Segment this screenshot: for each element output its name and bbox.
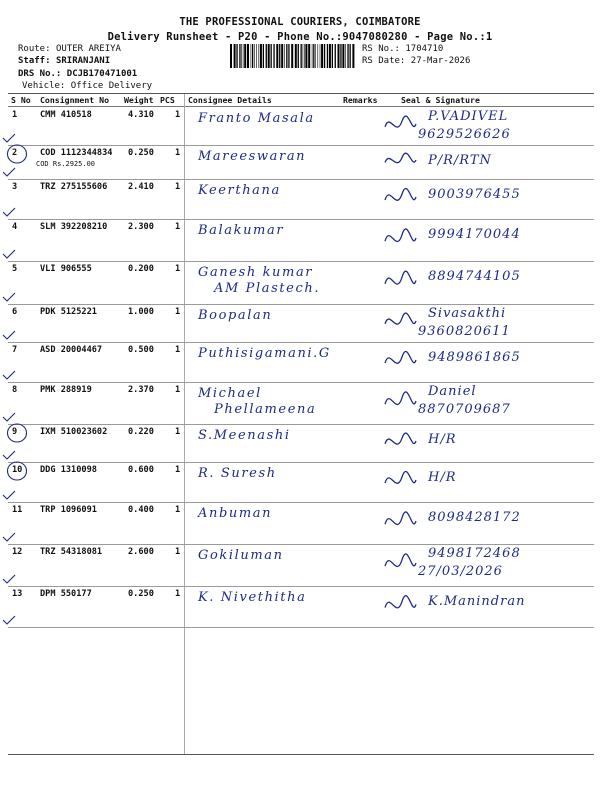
check-tick-icon (2, 133, 16, 143)
table-row (8, 342, 594, 383)
row-signature-text: 9003976455 (428, 187, 521, 202)
table-row (8, 502, 594, 545)
signature-scribble (382, 222, 418, 258)
row-signature-text: 9498172468 (428, 546, 521, 561)
row-consignee-name: Balakumar (198, 223, 285, 238)
row-pcs: 1 (175, 589, 181, 599)
barcode-image (230, 44, 356, 68)
row-weight: 0.600 (128, 465, 154, 475)
row-consignment-no: PDK 5125221 (40, 307, 97, 317)
table-row (8, 424, 594, 463)
row-signature-text-line2: 27/03/2026 (418, 564, 503, 579)
row-pcs: 1 (175, 547, 181, 557)
row-pcs: 1 (175, 385, 181, 395)
signature-scribble (382, 465, 418, 499)
check-tick-icon (2, 167, 16, 177)
row-consignment-no: DPM 550177 (40, 589, 92, 599)
vehicle-line: Vehicle: Office Delivery (22, 81, 153, 91)
circle-mark-icon (6, 460, 28, 482)
row-signature-text: 8098428172 (428, 510, 521, 525)
row-pcs: 1 (175, 345, 181, 355)
row-consignment-no: TRZ 54318081 (40, 547, 103, 557)
check-tick-icon (2, 574, 16, 584)
table-row (8, 261, 594, 305)
row-sno: 13 (12, 589, 23, 599)
check-tick-icon (2, 370, 16, 380)
row-consignment-no: PMK 288919 (40, 385, 92, 395)
row-consignee-name: Michael (198, 386, 262, 401)
table-row (8, 462, 594, 503)
check-tick-icon (2, 330, 16, 340)
row-sno: 5 (12, 264, 18, 274)
row-pcs: 1 (175, 427, 181, 437)
row-consignment-no: VLI 906555 (40, 264, 92, 274)
check-tick-icon (2, 292, 16, 302)
row-weight: 0.220 (128, 427, 154, 437)
row-sno: 1 (12, 110, 18, 120)
check-tick-icon (2, 532, 16, 542)
row-consignment-no: TRP 1096091 (40, 505, 97, 515)
row-sno: 3 (12, 182, 18, 192)
table-row (8, 586, 594, 628)
row-sno: 12 (12, 547, 23, 557)
row-consignee-name: Mareeswaran (198, 149, 307, 164)
signature-scribble (382, 547, 418, 583)
row-sno: 2 (12, 148, 18, 158)
col-header-weight: Weight (124, 95, 154, 105)
col-header-pcs: PCS (160, 95, 175, 105)
row-signature-text: P.VADIVEL (428, 109, 509, 124)
table-row (8, 219, 594, 262)
row-consignee-name: K. Nivethitha (198, 590, 307, 605)
row-signature-text: Daniel (428, 384, 477, 399)
staff-value: SRIRANJANI (55, 56, 111, 66)
table-row (8, 382, 594, 425)
row-sno: 11 (12, 505, 23, 515)
row-signature-text: 9994170044 (428, 227, 521, 242)
staff-line: Staff: SRIRANJANI (18, 56, 111, 66)
check-tick-icon (2, 450, 16, 460)
row-signature-text-line2: 8870709687 (418, 402, 511, 417)
table-row (8, 179, 594, 220)
drs-value: DCJB170471001 (66, 69, 138, 79)
row-pcs: 1 (175, 222, 181, 232)
rs-date-line: RS Date: 27-Mar-2026 (362, 56, 471, 66)
signature-scribble (382, 589, 418, 624)
check-tick-icon (2, 412, 16, 422)
table-row (8, 107, 594, 146)
row-sno: 9 (12, 427, 18, 437)
route-value: OUTER AREIYA (55, 44, 121, 54)
row-pcs: 1 (175, 465, 181, 475)
circle-mark-icon (6, 422, 28, 444)
check-tick-icon (2, 490, 16, 500)
col-header-sno: S No (11, 95, 31, 105)
row-weight: 0.400 (128, 505, 154, 515)
row-weight: 0.250 (128, 589, 154, 599)
row-pcs: 1 (175, 505, 181, 515)
col-header-seal: Seal & Signature (401, 95, 480, 105)
company-title: THE PROFESSIONAL COURIERS, COIMBATORE (179, 16, 421, 28)
row-sno: 10 (12, 465, 23, 475)
signature-scribble (382, 505, 418, 541)
row-consignee-name-line2: Phellameena (214, 402, 317, 417)
drs-line: DRS No.: DCJB170471001 (18, 69, 138, 79)
row-consignee-name: Gokiluman (198, 548, 284, 563)
row-pcs: 1 (175, 148, 181, 158)
row-consignment-no: CMM 410518 (40, 110, 92, 120)
row-weight: 0.250 (128, 148, 154, 158)
row-pcs: 1 (175, 182, 181, 192)
row-signature-text: 8894744105 (428, 269, 521, 284)
row-weight: 1.000 (128, 307, 154, 317)
vehicle-value: Office Delivery (70, 81, 153, 91)
row-sno: 6 (12, 307, 18, 317)
row-weight: 4.310 (128, 110, 154, 120)
row-consignee-name: Puthisigamani.G (198, 346, 331, 361)
row-consignment-no: DDG 1310098 (40, 465, 97, 475)
row-consignee-name: Ganesh kumar (198, 265, 314, 280)
row-consignee-name-line2: AM Plastech. (214, 281, 321, 296)
table-row (8, 304, 594, 343)
row-signature-text: H/R (428, 432, 457, 447)
row-pcs: 1 (175, 307, 181, 317)
row-consignment-no: ASD 20004467 (40, 345, 103, 355)
row-signature-text: Sivasakthi (428, 306, 507, 321)
row-weight: 2.300 (128, 222, 154, 232)
row-consignee-name: Keerthana (198, 183, 281, 198)
row-cod-amount: COD Rs.2925.00 (36, 160, 96, 168)
runsheet-subtitle: Delivery Runsheet - P20 - Phone No.:9047080280 - Page No.:1 (107, 31, 493, 43)
row-consignee-name: Anbuman (198, 506, 273, 521)
row-consignee-name: R. Suresh (198, 466, 277, 481)
route-line: Route: OUTER AREIYA (18, 44, 121, 54)
row-signature-text-line2: 9629526626 (418, 127, 511, 142)
row-weight: 2.410 (128, 182, 154, 192)
row-signature-text: P/R/RTN (428, 153, 492, 168)
signature-scribble (382, 427, 418, 459)
row-consignment-no: SLM 392208210 (40, 222, 108, 232)
col-header-remarks: Remarks (343, 95, 378, 105)
row-signature-text: K.Manindran (428, 594, 526, 609)
signature-scribble (382, 264, 418, 301)
circle-mark-icon (6, 143, 28, 165)
row-consignment-no: TRZ 275155606 (40, 182, 108, 192)
row-sno: 8 (12, 385, 18, 395)
rs-date-value: 27-Mar-2026 (410, 56, 471, 66)
check-tick-icon (2, 249, 16, 259)
signature-scribble (382, 385, 418, 421)
row-weight: 0.200 (128, 264, 154, 274)
col-header-consignment: Consignment No (40, 95, 110, 105)
signature-scribble (382, 148, 418, 176)
row-sno: 4 (12, 222, 18, 232)
table-row (8, 145, 594, 180)
rs-no-line: RS No.: 1704710 (362, 44, 444, 54)
signature-scribble (382, 182, 418, 216)
row-consignee-name: Franto Masala (198, 111, 315, 126)
row-consignment-no: IXM 510023602 (40, 427, 108, 437)
signature-scribble (382, 307, 418, 339)
row-signature-text: 9489861865 (428, 350, 521, 365)
runsheet-table (8, 93, 594, 755)
signature-scribble (382, 110, 418, 142)
check-tick-icon (2, 207, 16, 217)
col-header-consignee: Consignee Details (188, 95, 272, 105)
row-consignee-name: S.Meenashi (198, 428, 291, 443)
row-weight: 0.500 (128, 345, 154, 355)
row-consignee-name: Boopalan (198, 308, 273, 323)
table-row (8, 544, 594, 587)
row-sno: 7 (12, 345, 18, 355)
row-pcs: 1 (175, 264, 181, 274)
check-tick-icon (2, 615, 16, 625)
rs-no-value: 1704710 (405, 44, 444, 54)
row-weight: 2.370 (128, 385, 154, 395)
row-consignment-no: COD 1112344834 (40, 148, 113, 158)
row-signature-text-line2: 9360820611 (418, 324, 511, 339)
row-weight: 2.600 (128, 547, 154, 557)
row-signature-text: H/R (428, 470, 457, 485)
signature-scribble (382, 345, 418, 379)
row-pcs: 1 (175, 110, 181, 120)
